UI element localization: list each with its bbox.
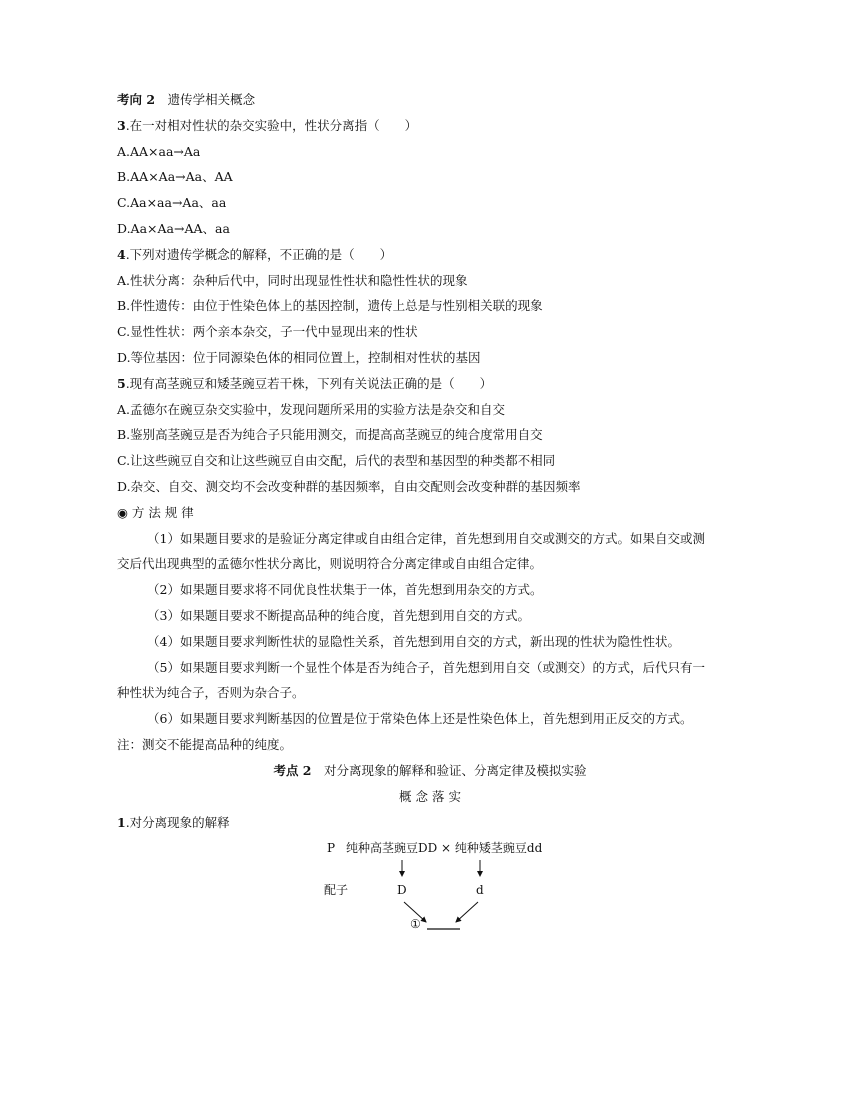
method-rule-6: （6）如果题目要求判断基因的位置是位于常染色体上还是性染色体上，首先想到用正反交的方式。: [147, 711, 693, 726]
question-3-stem: [117, 118, 417, 134]
kaodian-label: 考点 2: [273, 763, 312, 778]
question-4-option-c: C.显性性状：两个亲本杂交，子一代中显现出来的性状: [117, 324, 418, 339]
question-number: 3: [117, 118, 126, 133]
question-number: 4: [117, 247, 126, 262]
question-3-option-a: A.AA×aa→Aa: [117, 144, 201, 159]
arrow-gamete-right: [456, 902, 478, 922]
blank-marker: ①: [410, 917, 421, 931]
question-4-option-b: B.伴性遗传：由位于性染色体上的基因控制，遗传上总是与性别相关联的现象: [117, 298, 543, 313]
concept-heading: 概 念 落 实: [399, 789, 461, 804]
parent-label: P: [327, 841, 336, 855]
question-text: .下列对遗传学概念的解释，不正确的是（ ）: [125, 247, 393, 262]
gamete-right: d: [476, 883, 484, 897]
kaodian-heading: [0, 763, 860, 779]
method-rule-1a: （1）如果题目要求的是验证分离定律或自由组合定律，首先想到用自交或测交的方式。如果自交或测: [147, 531, 705, 546]
item-number: 1: [117, 815, 126, 830]
gamete-left: D: [397, 883, 407, 897]
question-5-option-d: D.杂交、自交、测交均不会改变种群的基因频率，自由交配则会改变种群的基因频率: [117, 479, 581, 494]
method-rule-5b: 种性状为纯合子，否则为杂合子。: [117, 685, 305, 700]
question-3-option-b: B.AA×Aa→Aa、AA: [117, 169, 233, 184]
question-4-option-d: D.等位基因：位于同源染色体的相同位置上，控制相对性状的基因: [117, 350, 481, 365]
gamete-label: 配子: [324, 883, 349, 897]
question-number: 5: [117, 376, 126, 391]
question-4-stem: [117, 247, 392, 263]
item-text: .对分离现象的解释: [125, 815, 230, 830]
question-4-option-a: A.性状分离：杂种后代中，同时出现显性性状和隐性性状的现象: [117, 273, 468, 288]
question-3-option-d: D.Aa×Aa→AA、aa: [117, 221, 230, 236]
question-text: .在一对相对性状的杂交实验中，性状分离指（ ）: [125, 118, 418, 133]
cross-diagram: [300, 838, 600, 948]
method-heading: ◉ 方 法 规 律: [117, 505, 194, 520]
item-1: [117, 815, 230, 831]
question-3-option-c: C.Aa×aa→Aa、aa: [117, 195, 227, 210]
method-rule-1b: 交后代出现典型的孟德尔性状分离比，则说明符合分离定律或自由组合定律。: [117, 556, 543, 571]
section-title: 遗传学相关概念: [167, 92, 256, 107]
method-note: 注：测交不能提高品种的纯度。: [117, 737, 293, 752]
method-rule-2: （2）如果题目要求将不同优良性状集于一体，首先想到用杂交的方式。: [147, 582, 543, 597]
method-rule-5a: （5）如果题目要求判断一个显性个体是否为纯合子，首先想到用自交（或测交）的方式，后代只有一: [147, 660, 705, 675]
question-5-option-a: A.孟德尔在豌豆杂交实验中，发现问题所采用的实验方法是杂交和自交: [117, 402, 506, 417]
method-rule-4: （4）如果题目要求判断性状的显隐性关系，首先想到用自交的方式，新出现的性状为隐性性状。: [147, 634, 680, 649]
parent-cross: 纯种高茎豌豆DD × 纯种矮茎豌豆dd: [346, 841, 543, 855]
section-heading: [117, 92, 255, 108]
question-5-option-b: B.鉴别高茎豌豆是否为纯合子只能用测交，而提高高茎豌豆的纯合度常用自交: [117, 427, 543, 442]
kaodian-title: 对分离现象的解释和验证、分离定律及模拟实验: [324, 763, 587, 778]
question-5-stem: [117, 376, 492, 392]
section-label: 考向 2: [117, 92, 156, 107]
question-text: .现有高茎豌豆和矮茎豌豆若干株，下列有关说法正确的是（ ）: [125, 376, 493, 391]
question-5-option-c: C.让这些豌豆自交和让这些豌豆自由交配，后代的表型和基因型的种类都不相同: [117, 453, 556, 468]
method-rule-3: （3）如果题目要求不断提高品种的纯合度，首先想到用自交的方式。: [147, 608, 530, 623]
